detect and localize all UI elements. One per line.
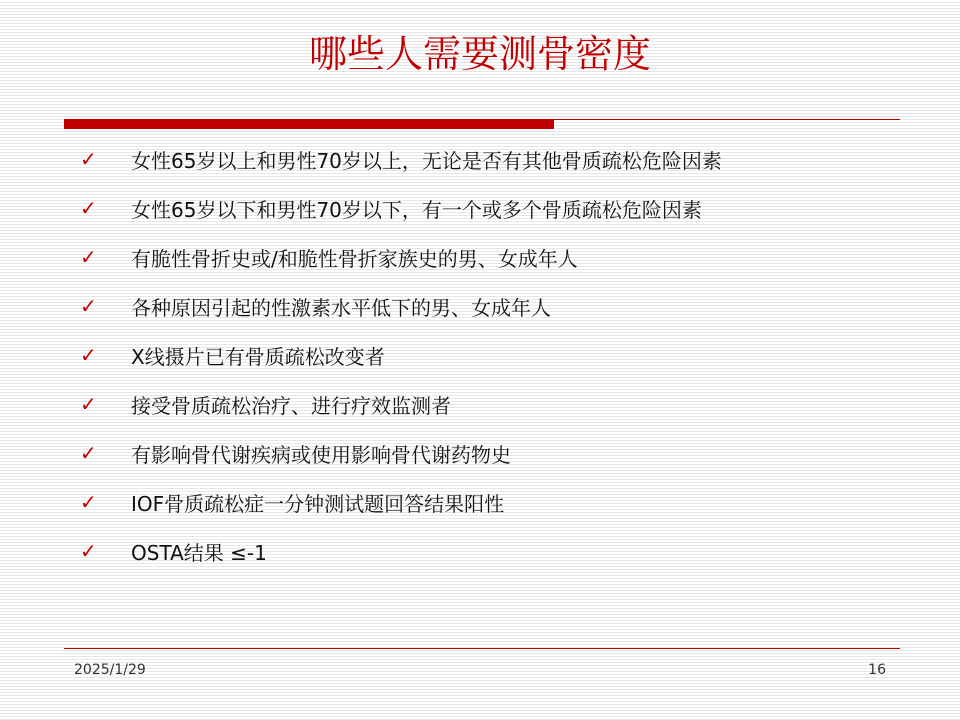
bullet-item bbox=[0, 287, 960, 336]
slide-title: 哪些人需要测骨密度 bbox=[308, 32, 651, 76]
bullet-text: OSTA结果 ≤-1 bbox=[131, 541, 267, 565]
checkmark-icon: ✓ bbox=[80, 490, 97, 514]
checkmark-icon: ✓ bbox=[80, 245, 97, 269]
bullet-text: IOF骨质疏松症一分钟测试题回答结果阳性 bbox=[131, 492, 505, 516]
footer-date: 2025/1/29 bbox=[74, 662, 146, 678]
checkmark-icon: ✓ bbox=[80, 147, 97, 171]
footer-divider bbox=[64, 648, 900, 649]
checkmark-icon: ✓ bbox=[80, 441, 97, 465]
checkmark-icon: ✓ bbox=[80, 196, 97, 220]
bullet-text: 女性65岁以上和男性70岁以上，无论是否有其他骨质疏松危险因素 bbox=[131, 149, 722, 173]
bullet-list bbox=[0, 140, 960, 581]
bullet-item bbox=[0, 532, 960, 581]
bullet-item bbox=[0, 140, 960, 189]
bullet-text: 有脆性骨折史或/和脆性骨折家族史的男、女成年人 bbox=[131, 247, 578, 271]
bullet-item bbox=[0, 385, 960, 434]
bullet-item bbox=[0, 336, 960, 385]
checkmark-icon: ✓ bbox=[80, 392, 97, 416]
checkmark-icon: ✓ bbox=[80, 539, 97, 563]
checkmark-icon: ✓ bbox=[80, 294, 97, 318]
bullet-text: 女性65岁以下和男性70岁以下，有一个或多个骨质疏松危险因素 bbox=[131, 198, 702, 222]
bullet-text: X线摄片已有骨质疏松改变者 bbox=[131, 345, 385, 369]
checkmark-icon: ✓ bbox=[80, 343, 97, 367]
bullet-item bbox=[0, 189, 960, 238]
bullet-text: 有影响骨代谢疾病或使用影响骨代谢药物史 bbox=[131, 443, 511, 467]
bullet-text: 各种原因引起的性激素水平低下的男、女成年人 bbox=[131, 296, 551, 320]
title-underline-bar bbox=[64, 119, 554, 129]
bullet-item bbox=[0, 483, 960, 532]
bullet-item bbox=[0, 434, 960, 483]
title-underline-line bbox=[554, 119, 900, 120]
page-number: 16 bbox=[868, 662, 886, 678]
bullet-text: 接受骨质疏松治疗、进行疗效监测者 bbox=[131, 394, 451, 418]
bullet-item bbox=[0, 238, 960, 287]
